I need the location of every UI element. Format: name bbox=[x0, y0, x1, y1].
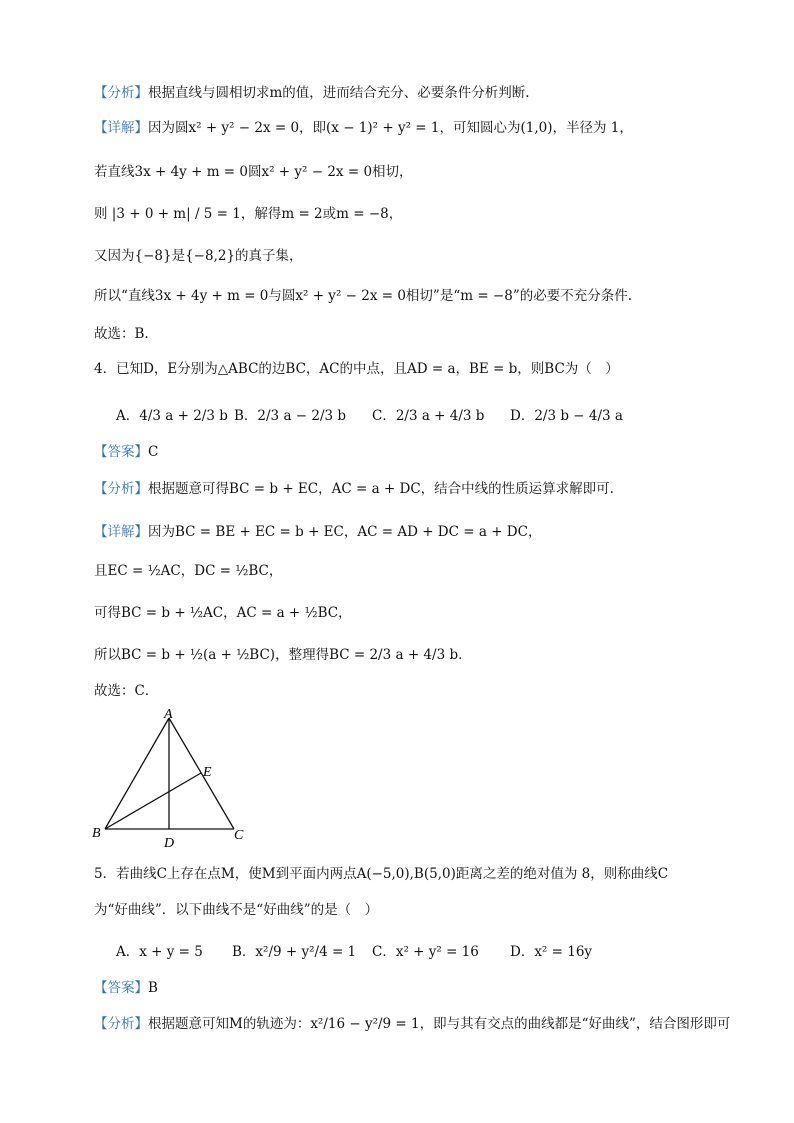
q3-detail-5: 所以“直线3x + 4y + m = 0与圆x² + y² − 2x = 0相切”是“m = −8”的必要不充分条件. bbox=[94, 288, 633, 304]
q4-analysis: 【分析】根据题意可得BC = b + EC，AC = a + DC，结合中线的性质运算求解即可. bbox=[94, 481, 614, 497]
point-e-label: E bbox=[203, 765, 212, 780]
answer-tag: 【答案】 bbox=[94, 444, 148, 460]
q3-detail-4: 又因为{−8}是{−8,2}的真子集， bbox=[94, 248, 303, 264]
detail-tag: 【详解】 bbox=[94, 120, 148, 136]
q5-option-b: B．x²/9 + y²/4 = 1 bbox=[232, 944, 357, 960]
q3-choose: 故选：B. bbox=[94, 326, 149, 342]
analysis-tag: 【分析】 bbox=[94, 85, 148, 101]
q4-choose: 故选：C． bbox=[94, 683, 159, 699]
q4-detail-2: 且EC = ½AC，DC = ½BC， bbox=[94, 563, 283, 579]
vertex-a-label: A bbox=[164, 707, 173, 722]
q3-detail-2: 若直线3x + 4y + m = 0圆x² + y² − 2x = 0相切， bbox=[94, 164, 413, 180]
answer-tag: 【答案】 bbox=[94, 980, 148, 996]
side-ab bbox=[105, 718, 169, 829]
point-d-label: D bbox=[164, 836, 175, 851]
triangle-figure bbox=[88, 706, 248, 856]
q3-detail-1: 【详解】因为圆x² + y² − 2x = 0，即(x − 1)² + y² = 1，可知圆心为(1,0)，半径为 1， bbox=[94, 120, 633, 136]
detail-tag: 【详解】 bbox=[94, 524, 148, 540]
vertex-c-label: C bbox=[234, 828, 244, 843]
q3-analysis: 【分析】根据直线与圆相切求m的值，进而结合充分、必要条件分析判断. bbox=[94, 85, 530, 101]
q4-detail-1: 【详解】因为BC = BE + EC = b + EC，AC = AD + DC = a + DC， bbox=[94, 524, 542, 540]
q3-detail-3: 则 |3 + 0 + m| / 5 = 1，解得m = 2或m = −8， bbox=[94, 206, 403, 222]
q5-option-d: D．x² = 16y bbox=[510, 944, 593, 960]
side-ac bbox=[169, 718, 234, 829]
q5-option-c: C．x² + y² = 16 bbox=[372, 944, 479, 960]
vertex-b-label: B bbox=[92, 826, 101, 841]
q4-detail-4: 所以BC = b + ½(a + ½BC)，整理得BC = 2/3 a + 4/3 b． bbox=[94, 647, 472, 663]
q4-option-c: C．2/3 a + 4/3 b bbox=[372, 408, 485, 424]
q4-option-a: A．4/3 a + 2/3 b bbox=[116, 408, 228, 424]
q4-option-b: B．2/3 a − 2/3 b bbox=[234, 408, 347, 424]
q5-answer: 【答案】B bbox=[94, 980, 158, 996]
q5-stem-1: 5．若曲线C上存在点M，使M到平面内两点A(−5,0),B(5,0)距离之差的绝对值为 8，则称曲线C bbox=[94, 866, 669, 882]
q4-option-d: D．2/3 b − 4/3 a bbox=[510, 408, 623, 424]
q5-option-a: A．x + y = 5 bbox=[116, 944, 203, 960]
q5-analysis: 【分析】根据题意可知M的轨迹为：x²/16 − y²/9 = 1，即与其有交点的曲线都是“好曲线”，结合图形即可 bbox=[94, 1016, 731, 1032]
median-be bbox=[105, 773, 201, 829]
analysis-tag: 【分析】 bbox=[94, 481, 148, 497]
q4-answer: 【答案】C bbox=[94, 444, 159, 460]
q5-stem-2: 为“好曲线”．以下曲线不是“好曲线”的是（ ） bbox=[94, 902, 379, 918]
analysis-tag: 【分析】 bbox=[94, 1016, 148, 1032]
q4-detail-3: 可得BC = b + ½AC，AC = a + ½BC， bbox=[94, 605, 352, 621]
q4-stem: 4．已知D，E分别为△ABC的边BC，AC的中点，且AD = a，BE = b，则BC为（ ） bbox=[94, 361, 619, 377]
